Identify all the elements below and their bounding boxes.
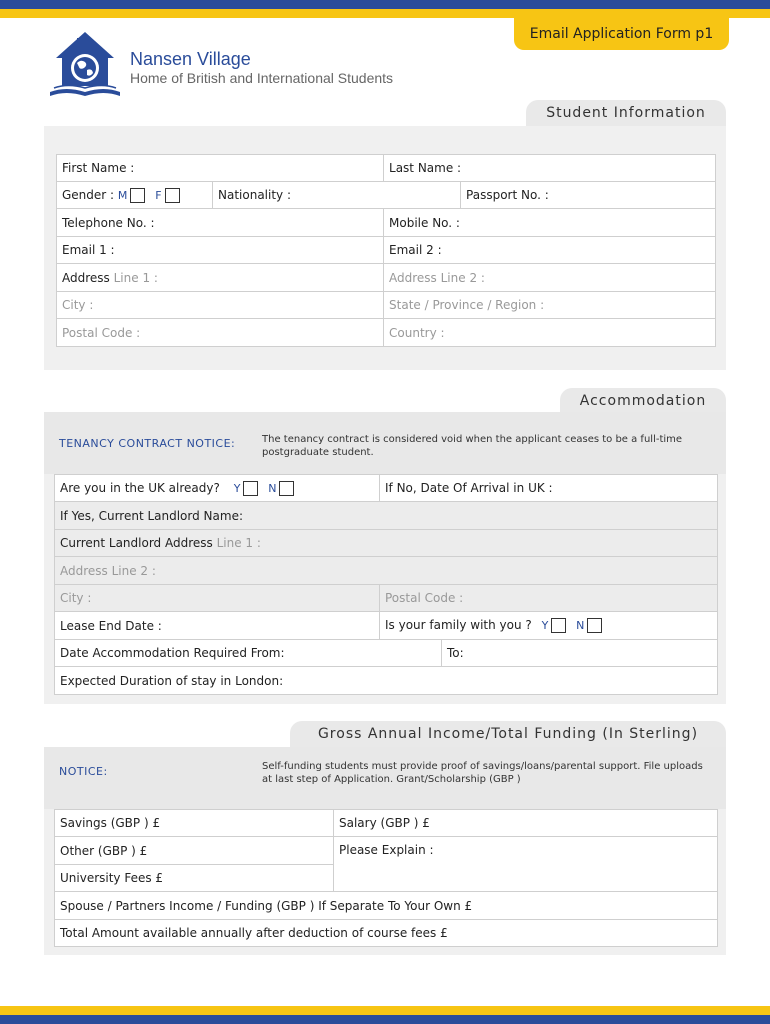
last-name-field[interactable]: Last Name :	[384, 155, 716, 182]
form-title-tab: Email Application Form p1	[514, 18, 729, 50]
income-table	[54, 809, 718, 947]
student-table	[56, 154, 716, 347]
landlord-city-field[interactable]: City :	[55, 585, 380, 612]
please-explain-field[interactable]: Please Explain :	[334, 837, 718, 892]
gender-m-label: M	[117, 188, 128, 202]
family-no-label: N	[576, 619, 585, 632]
address-line2-field[interactable]: Address Line 2 :	[384, 264, 716, 292]
salary-field[interactable]: Salary (GBP ) £	[334, 810, 718, 837]
income-notice-label: NOTICE:	[59, 765, 108, 778]
landlord-name-field[interactable]: If Yes, Current Landlord Name:	[55, 502, 718, 530]
spouse-income-field[interactable]: Spouse / Partners Income / Funding (GBP ) If Separate To Your Own £	[55, 892, 718, 920]
total-amount-field[interactable]: Total Amount available annually after deduction of course fees £	[55, 920, 718, 947]
telephone-field[interactable]: Telephone No. :	[57, 209, 384, 237]
family-yes-checkbox[interactable]	[551, 618, 566, 633]
top-band-yellow	[0, 9, 770, 18]
in-uk-yes-checkbox[interactable]	[243, 481, 258, 496]
arrival-date-field[interactable]: If No, Date Of Arrival in UK :	[380, 475, 718, 502]
landlord-address-line1-field[interactable]: Current Landlord Address Line 1 :	[55, 530, 718, 557]
email2-field[interactable]: Email 2 :	[384, 237, 716, 264]
passport-field[interactable]: Passport No. :	[461, 182, 716, 209]
gender-m-checkbox[interactable]	[130, 188, 145, 203]
tenancy-notice-text: The tenancy contract is considered void when the applicant ceases to be a full-time postgraduate student.	[262, 434, 683, 458]
first-name-field[interactable]: First Name :	[57, 155, 384, 182]
tenancy-notice-label: TENANCY CONTRACT NOTICE:	[59, 437, 236, 450]
section-title-income: Gross Annual Income/Total Funding (In Sterling)	[290, 721, 726, 747]
in-uk-field: Are you in the UK already? Y N	[55, 475, 380, 502]
city-field[interactable]: City :	[57, 292, 384, 319]
bottom-band-blue	[0, 1015, 770, 1024]
gender-f-checkbox[interactable]	[165, 188, 180, 203]
email1-field[interactable]: Email 1 :	[57, 237, 384, 264]
bottom-band-yellow	[0, 1006, 770, 1015]
postal-code-field[interactable]: Postal Code :	[57, 319, 384, 347]
family-no-checkbox[interactable]	[587, 618, 602, 633]
top-band-blue	[0, 0, 770, 9]
date-required-from-field[interactable]: Date Accommodation Required From:	[55, 640, 442, 667]
country-field[interactable]: Country :	[384, 319, 716, 347]
bottom-band	[0, 1006, 770, 1024]
house-globe-book-logo	[44, 30, 126, 100]
mobile-field[interactable]: Mobile No. :	[384, 209, 716, 237]
expected-duration-field[interactable]: Expected Duration of stay in London:	[55, 667, 718, 695]
section-title-accommodation: Accommodation	[560, 388, 726, 414]
in-uk-no-checkbox[interactable]	[279, 481, 294, 496]
landlord-address-line2-field[interactable]: Address Line 2 :	[55, 557, 718, 585]
state-field[interactable]: State / Province / Region :	[384, 292, 716, 319]
lease-end-field[interactable]: Lease End Date :	[55, 612, 380, 640]
family-yes-label: Y	[541, 619, 549, 632]
savings-field[interactable]: Savings (GBP ) £	[55, 810, 334, 837]
landlord-postal-code-field[interactable]: Postal Code :	[380, 585, 718, 612]
in-uk-no-label: N	[268, 481, 277, 495]
brand-name: Nansen Village	[130, 49, 251, 69]
family-field: Is your family with you ? Y N	[380, 612, 718, 640]
gender-f-label: F	[155, 188, 162, 202]
other-income-field[interactable]: Other (GBP ) £	[55, 837, 334, 865]
address-line1-field[interactable]: Address Line 1 :	[57, 264, 384, 292]
gender-field: Gender : M F	[57, 182, 213, 209]
brand-subtitle: Home of British and International Students	[130, 70, 394, 86]
in-uk-yes-label: Y	[233, 481, 241, 495]
top-band	[0, 0, 770, 18]
income-notice-text: Self-funding students must provide proof of savings/loans/parental support. File uploads at last step of Application. Grant/Scholarship (GBP )	[262, 761, 703, 785]
university-fees-field[interactable]: University Fees £	[55, 865, 334, 892]
accommodation-table	[54, 474, 718, 695]
section-title-student: Student Information	[526, 100, 726, 126]
date-required-to-field[interactable]: To:	[442, 640, 718, 667]
nationality-field[interactable]: Nationality :	[213, 182, 461, 209]
